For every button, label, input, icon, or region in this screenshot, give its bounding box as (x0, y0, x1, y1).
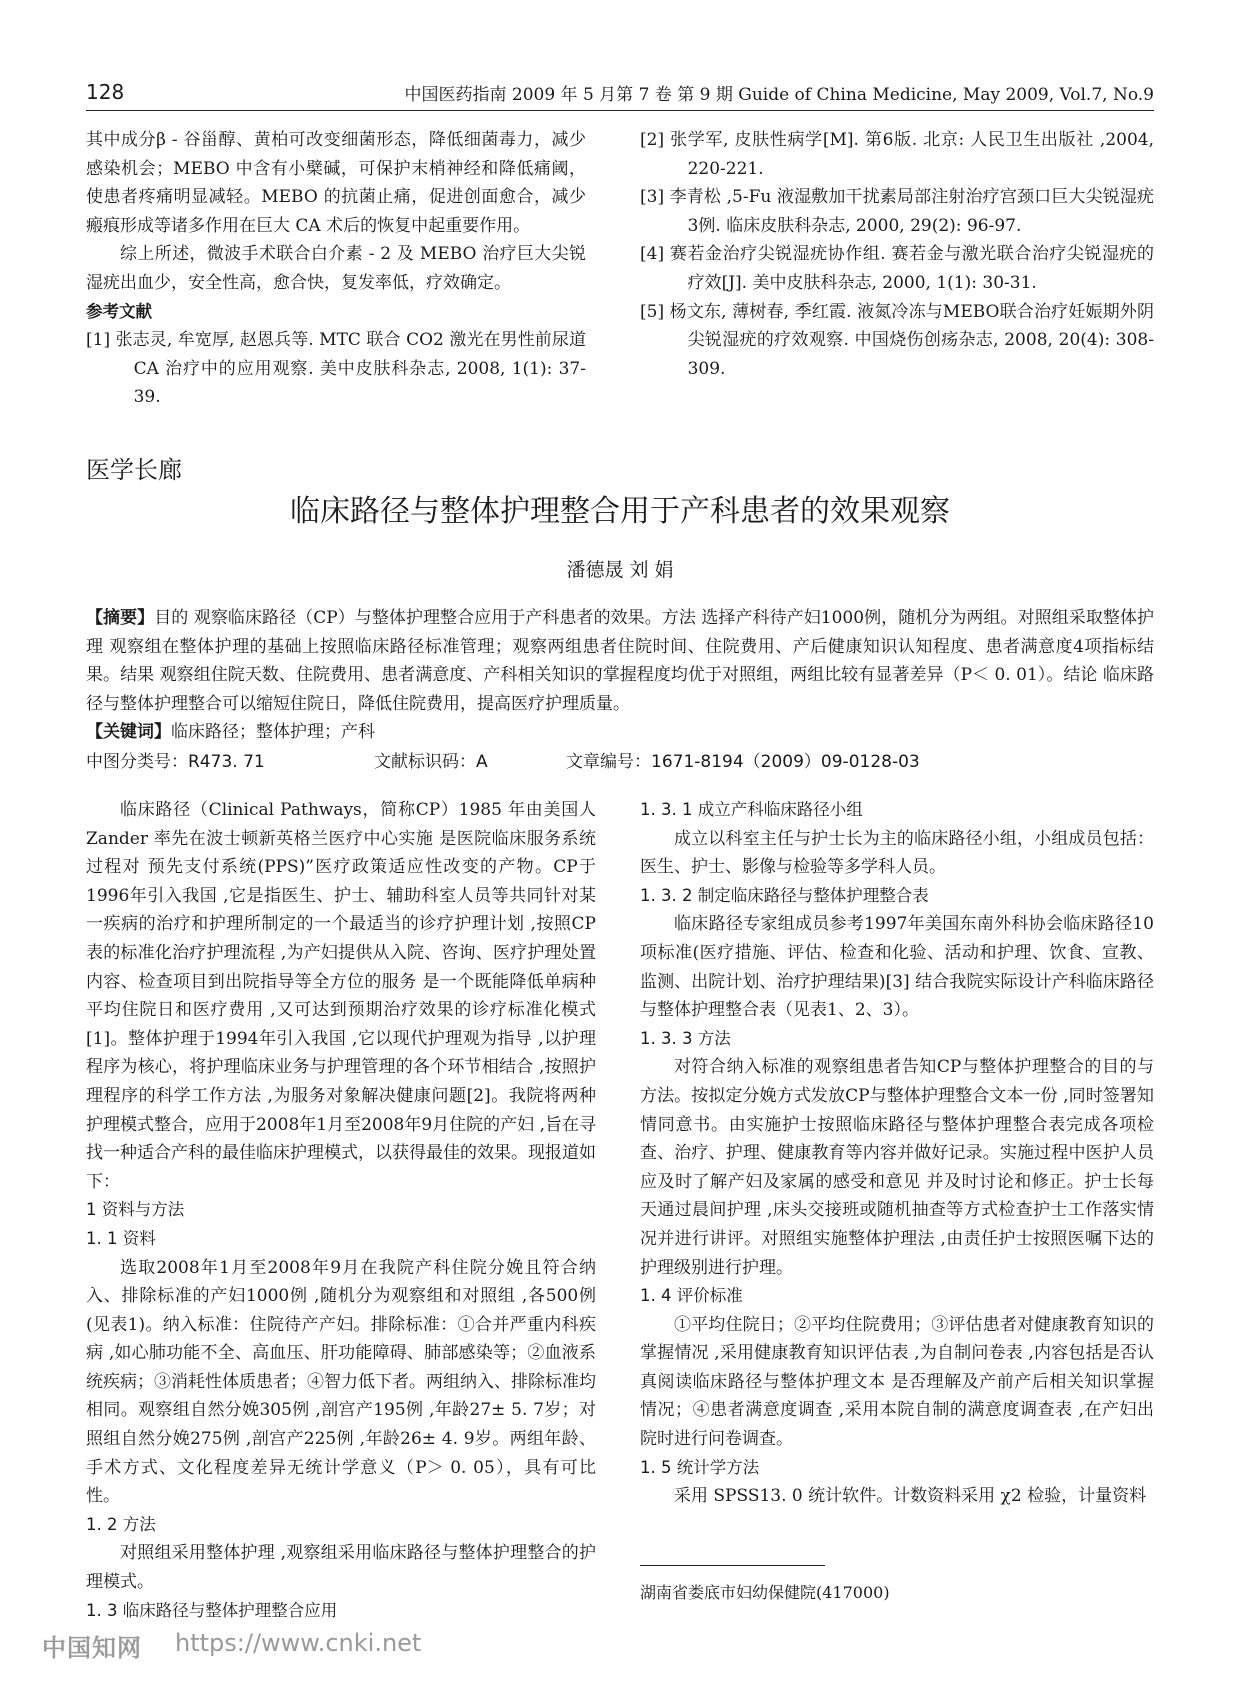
section-heading: 1. 2 方法 (86, 1514, 156, 1534)
clc-number: 中图分类号：R473. 71 (86, 752, 265, 772)
body-paragraph: 成立以科室主任与护士长为主的临床路径小组，小组成员包括：医生、护士、影像与检验等多学科人员。 (640, 828, 1154, 878)
body-paragraph: 采用 SPSS13. 0 统计软件。计数资料采用 χ2 检验，计量资料 (674, 1486, 1147, 1507)
document-code: 文献标识码：A (374, 752, 488, 772)
header-rule (86, 110, 1154, 111)
keywords-text: 临床路径；整体护理；产科 (171, 722, 375, 742)
footnote-rule (640, 1565, 825, 1566)
article-number: 文章编号：1671-8194（2009）09-0128-03 (566, 752, 920, 772)
abstract-label: 【摘要】 (86, 608, 155, 628)
reference-item: [1] 张志灵, 牟宽厚, 赵恩兵等. MTC 联合 CO2 激光在男性前尿道 CA 治疗中的应用观察. 美中皮肤科杂志, 2008, 1(1): 37-39. (86, 330, 586, 408)
body-right-column (640, 796, 1154, 1511)
references-heading: 参考文献 (86, 301, 152, 321)
body-paragraph: 对符合纳入标准的观察组患者告知CP与整体护理整合的目的与方法。按拟定分娩方式发放CP与整体护理整合文本一份 ,同时签署知情同意书。由实施护士按照临床路径与整体护理整合表完成各项检查、治疗、护理、健康教育等内容并做好记录。实施过程中医护人员应及时了解产妇及家属的感受和意见 并及时讨论和修正。护士长每天通过晨间护理 ,床头交接班或随机抽查等方式检查护士工作落实情况并进行讲评。对照组实施整体护理法 ,由责任护士按照医嘱下达的护理级别进行护理。 (640, 1057, 1154, 1278)
cnki-logo-watermark: 中国知网 (42, 1634, 142, 1662)
abstract-text: 目的 观察临床路径（CP）与整体护理整合应用于产科患者的效果。方法 选择产科待产妇1000例，随机分为两组。对照组采取整体护理 观察组在整体护理的基础上按照临床路径标准管理；观察两组患者住院时间、住院费用、产后健康知识认知程度、患者满意度4项指标结果。结果 观察组住院天数、住院费用、患者满意度、产科相关知识的掌握程度均优于对照组，两组比较有显著差异（P＜ 0. 01）。结论 临床路径与整体护理整合可以缩短住院日，降低住院费用，提高医疗护理质量。 (86, 608, 1155, 714)
cnki-url-watermark: https://www.cnki.net (175, 1629, 422, 1657)
article-title: 临床路径与整体护理整合用于产科患者的效果观察 (290, 494, 950, 529)
section-heading: 1. 3. 3 方法 (640, 1028, 731, 1048)
body-left-column (86, 796, 596, 1625)
paragraph: 其中成分β - 谷甾醇、黄柏可改变细菌形态，降低细菌毒力，减少感染机会；MEBO 中含有小檗碱，可保护末梢神经和降低痛阈，使患者疼痛明显减轻。MEBO 的抗菌止痛，促进创面愈合，减少瘢痕形成等诸多作用在巨大 CA 术后的恢复中起重要作用。 (86, 130, 586, 236)
section-heading: 1. 3. 1 成立产科临床路径小组 (640, 800, 863, 819)
body-paragraph: ①平均住院日；②平均住院费用；③评估患者对健康教育知识的掌握情况 ,采用健康教育知识评估表 ,为自制问卷表 ,内容包括是否认真阅读临床路径与整体护理文本 是否理解及产前产后相关知识掌握情况；④患者满意度调查 ,采用本院自制的满意度调查表 ,在产妇出院时进行问卷调查。 (640, 1314, 1154, 1450)
abstract-block (86, 604, 1154, 747)
article-authors: 潘德晟 刘 娟 (566, 559, 674, 581)
reference-item: [4] 赛若金治疗尖锐湿疣协作组. 赛若金与激光联合治疗尖锐湿疣的疗效[J]. 美中皮肤科杂志, 2000, 1(1): 30-31. (640, 244, 1154, 293)
body-paragraph: 临床路径专家组成员参考1997年美国东南外科协会临床路径10项标准(医疗措施、评估、检查和化验、活动和护理、饮食、宣教、监测、出院计划、治疗护理结果)[3] 结合我院实际设计产科临床路径与整体护理整合表（见表1、2、3）。 (640, 914, 1154, 1021)
top-left-column (86, 126, 586, 412)
section-heading: 1. 4 评价标准 (640, 1286, 743, 1306)
section-heading: 1. 3. 2 制定临床路径与整体护理整合表 (640, 885, 929, 905)
reference-item: [2] 张学军, 皮肤性病学[M]. 第6版. 北京: 人民卫生出版社 ,2004, 220-221. (640, 130, 1154, 179)
section-heading: 1. 3 临床路径与整体护理整合应用 (86, 1600, 338, 1620)
section-heading: 1. 1 资料 (86, 1228, 156, 1248)
affiliation-footnote: 湖南省娄底市妇幼保健院(417000) (640, 1583, 890, 1602)
section-heading: 1 资料与方法 (86, 1200, 185, 1220)
top-right-column (640, 126, 1154, 383)
body-paragraph: 选取2008年1月至2008年9月在我院产科住院分娩且符合纳入、排除标准的产妇1000例 ,随机分为观察组和对照组 ,各500例(见表1)。纳入标准：住院待产产妇。排除标准：①合并严重内科疾病 ,如心肺功能不全、高血压、肝功能障碍、肺部感染等；②血液系统疾病；③消耗性体质患者；④智力低下者。两组纳入、排除标准均相同。观察组自然分娩305例 ,剖宫产195例 ,年龄27± 5. 7岁；对照组自然分娩275例 ,剖宫产225例 ,年龄26± 4. 9岁。两组年龄、手术方式、文化程度差异无统计学意义（P＞ 0. 05），具有可比性。 (86, 1257, 596, 1507)
journal-header: 中国医药指南 2009 年 5 月第 7 卷 第 9 期 Guide of China Medicine, May 2009, Vol.7, No.9 (404, 85, 1154, 105)
page-number: 128 (86, 80, 125, 104)
reference-item: [3] 李青松 ,5-Fu 液湿敷加干扰素局部注射治疗宫颈口巨大尖锐湿疣3例. 临床皮肤科杂志, 2000, 29(2): 96-97. (640, 187, 1154, 236)
keywords-label: 【关键词】 (86, 722, 171, 742)
section-heading: 1. 5 统计学方法 (640, 1457, 760, 1477)
body-paragraph: 对照组采用整体护理 ,观察组采用临床路径与整体护理整合的护理模式。 (86, 1543, 596, 1593)
paragraph: 综上所述，微波手术联合白介素 - 2 及 MEBO 治疗巨大尖锐湿疣出血少，安全性高，愈合快，复发率低，疗效确定。 (86, 244, 586, 293)
body-paragraph: 临床路径（Clinical Pathways，简称CP）1985 年由美国人 Zander 率先在波士顿新英格兰医疗中心实施 是医院临床服务系统过程对 预先支付系统(PPS)”医疗政策适应性改变的产物。CP于1996年引入我国 ,它是指医生、护士、辅助科室人员等共同针对某一疾病的治疗和护理所制定的一个最适当的诊疗护理计划 ,按照CP表的标准化治疗护理流程 ,为产妇提供从入院、咨询、医疗护理处置内容、检查项目到出院指导等全方位的服务 是一个既能降低单病种平均住院日和医疗费用 ,又可达到预期治疗效果的诊疗标准化模式[1]。整体护理于1994年引入我国 ,它以现代护理观为指导 ,以护理程序为核心，将护理临床业务与护理管理的各个环节相结合 ,按照护理程序的科学工作方法 ,为服务对象解决健康问题[2]。我院将两种护理模式整合，应用于2008年1月至2008年9月住院的产妇 ,旨在寻找一种适合产科的最佳临床护理模式，以获得最佳的效果。现报道如下： (86, 800, 596, 1192)
reference-item: [5] 杨文东, 薄树春, 季红霞. 液氮冷冻与MEBO联合治疗妊娠期外阴尖锐湿疣的疗效观察. 中国烧伤创疡杂志, 2008, 20(4): 308-309. (640, 301, 1154, 379)
section-label: 医学长廊 (86, 456, 182, 484)
